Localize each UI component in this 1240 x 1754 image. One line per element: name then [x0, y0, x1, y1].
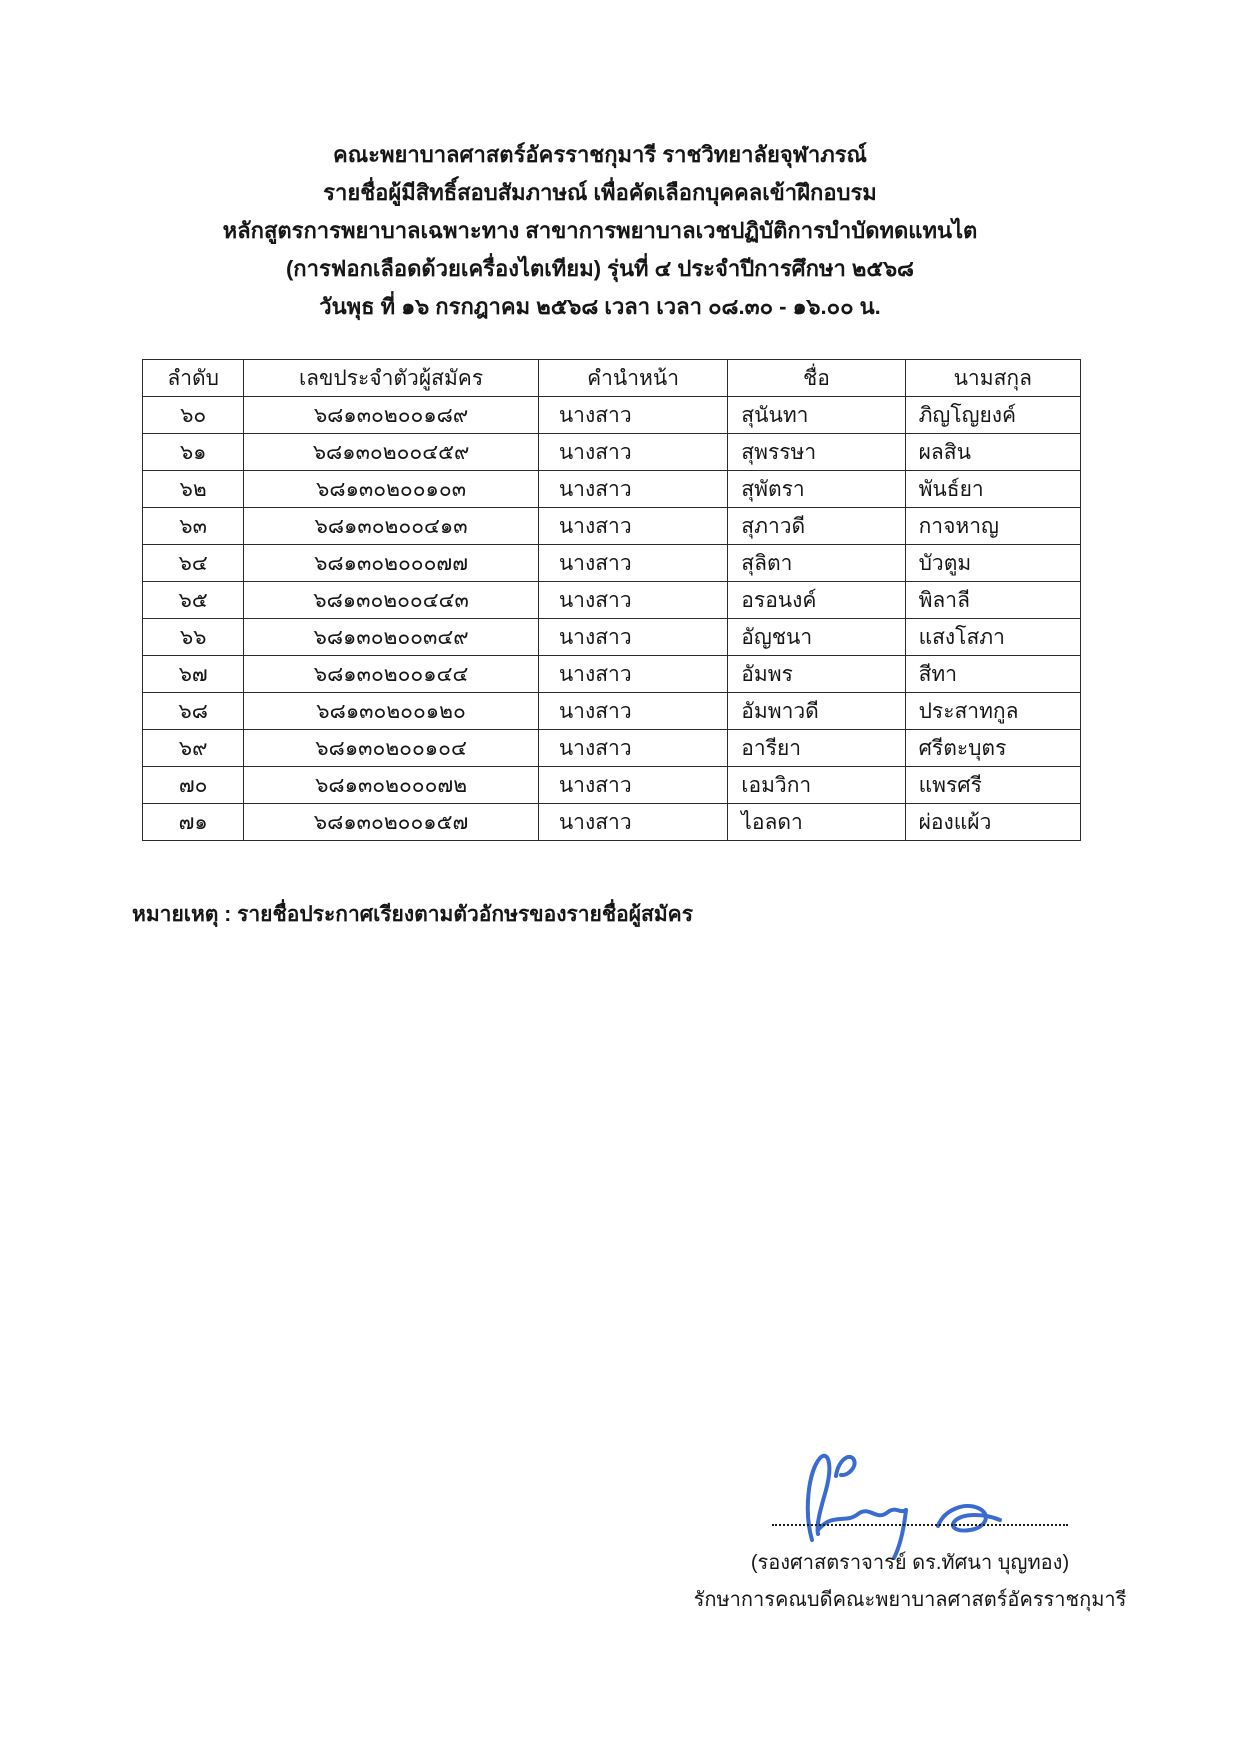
- title-prefix-cell: นางสาว: [538, 508, 727, 545]
- last-name-cell: ผ่องแผ้ว: [905, 804, 1080, 841]
- title-line-cohort: (การฟอกเลือดด้วยเครื่องไตเทียม) รุ่นที่ ๔ ประจำปีการศึกษา ๒๕๖๘: [285, 256, 915, 281]
- applicant-id-cell: ๖๘๑๓๐๒๐๐๑๒๐: [244, 693, 539, 730]
- header-last-name: นามสกุล: [905, 360, 1080, 397]
- title-prefix-cell: นางสาว: [538, 397, 727, 434]
- table-row: [143, 471, 1081, 508]
- first-name-cell: อัมพาวดี: [728, 693, 905, 730]
- title-prefix-cell: นางสาว: [538, 730, 727, 767]
- applicant-table: [142, 359, 1081, 841]
- applicant-id-cell: ๖๘๑๓๐๒๐๐๔๕๙: [244, 434, 539, 471]
- header-order: ลำดับ: [143, 360, 244, 397]
- first-name-cell: อารียา: [728, 730, 905, 767]
- applicant-id-cell: ๖๘๑๓๐๒๐๐๑๔๔: [244, 656, 539, 693]
- applicant-id-cell: ๖๘๑๓๐๒๐๐๑๘๙: [244, 397, 539, 434]
- applicant-id-cell: ๖๘๑๓๐๒๐๐๑๐๓: [244, 471, 539, 508]
- applicant-id-cell: ๖๘๑๓๐๒๐๐๓๔๙: [244, 619, 539, 656]
- table-row: [143, 767, 1081, 804]
- last-name-cell: แสงโสภา: [905, 619, 1080, 656]
- first-name-cell: สุภาวดี: [728, 508, 905, 545]
- table-row: [143, 619, 1081, 656]
- title-prefix-cell: นางสาว: [538, 582, 727, 619]
- last-name-cell: ศรีตะบุตร: [905, 730, 1080, 767]
- signature-block: [620, 1545, 1200, 1619]
- title-prefix-cell: นางสาว: [538, 767, 727, 804]
- title-line-faculty: คณะพยาบาลศาสตร์อัครราชกุมารี ราชวิทยาลัยจุฬาภรณ์: [333, 142, 867, 167]
- applicant-id-cell: ๖๘๑๓๐๒๐๐๑๕๗: [244, 804, 539, 841]
- order-cell: ๖๙: [143, 730, 244, 767]
- header-title-prefix: คำนำหน้า: [538, 360, 727, 397]
- title-prefix-cell: นางสาว: [538, 434, 727, 471]
- order-cell: ๖๗: [143, 656, 244, 693]
- last-name-cell: แพรศรี: [905, 767, 1080, 804]
- header-applicant-id: เลขประจำตัวผู้สมัคร: [244, 360, 539, 397]
- note-text: หมายเหตุ : รายชื่อประกาศเรียงตามตัวอักษรของรายชื่อผู้สมัคร: [132, 903, 693, 926]
- table-row: [143, 693, 1081, 730]
- first-name-cell: อัญชนา: [728, 619, 905, 656]
- order-cell: ๗๐: [143, 767, 244, 804]
- table-header-row: [143, 360, 1081, 397]
- title-prefix-cell: นางสาว: [538, 545, 727, 582]
- last-name-cell: กาจหาญ: [905, 508, 1080, 545]
- first-name-cell: อรอนงค์: [728, 582, 905, 619]
- first-name-cell: อัมพร: [728, 656, 905, 693]
- table-row: [143, 656, 1081, 693]
- table-row: [143, 434, 1081, 471]
- first-name-cell: ไอลดา: [728, 804, 905, 841]
- signatory-name: (รองศาสตราจารย์ ดร.ทัศนา บุญทอง): [750, 1552, 1070, 1574]
- first-name-cell: สุลิตา: [728, 545, 905, 582]
- title-line-program: หลักสูตรการพยาบาลเฉพาะทาง สาขาการพยาบาลเวชปฏิบัติการบำบัดทดแทนไต: [222, 218, 978, 243]
- order-cell: ๖๒: [143, 471, 244, 508]
- last-name-cell: ผลสิน: [905, 434, 1080, 471]
- last-name-cell: สีทา: [905, 656, 1080, 693]
- signature-dotted-line: [772, 1524, 1068, 1526]
- table-row: [143, 804, 1081, 841]
- order-cell: ๖๔: [143, 545, 244, 582]
- applicant-id-cell: ๖๘๑๓๐๒๐๐๐๗๗: [244, 545, 539, 582]
- order-cell: ๖๓: [143, 508, 244, 545]
- table-row: [143, 582, 1081, 619]
- document-title-block: [80, 136, 1120, 326]
- order-cell: ๖๑: [143, 434, 244, 471]
- title-prefix-cell: นางสาว: [538, 471, 727, 508]
- order-cell: ๗๑: [143, 804, 244, 841]
- header-first-name: ชื่อ: [728, 360, 905, 397]
- applicant-table-body: [143, 397, 1081, 841]
- applicant-id-cell: ๖๘๑๓๐๒๐๐๐๗๒: [244, 767, 539, 804]
- last-name-cell: พันธ์ยา: [905, 471, 1080, 508]
- first-name-cell: สุพัตรา: [728, 471, 905, 508]
- title-line-datetime: วันพุธ ที่ ๑๖ กรกฎาคม ๒๕๖๘ เวลา เวลา ๐๘.๓๐ - ๑๖.๐๐ น.: [319, 294, 881, 319]
- applicant-id-cell: ๖๘๑๓๐๒๐๐๔๔๓: [244, 582, 539, 619]
- title-line-list: รายชื่อผู้มีสิทธิ์สอบสัมภาษณ์ เพื่อคัดเลือกบุคคลเข้าฝึกอบรม: [323, 180, 877, 205]
- order-cell: ๖๖: [143, 619, 244, 656]
- first-name-cell: สุพรรษา: [728, 434, 905, 471]
- title-prefix-cell: นางสาว: [538, 656, 727, 693]
- title-prefix-cell: นางสาว: [538, 619, 727, 656]
- table-row: [143, 730, 1081, 767]
- order-cell: ๖๕: [143, 582, 244, 619]
- applicant-id-cell: ๖๘๑๓๐๒๐๐๑๐๔: [244, 730, 539, 767]
- last-name-cell: พิลาลี: [905, 582, 1080, 619]
- title-prefix-cell: นางสาว: [538, 804, 727, 841]
- order-cell: ๖๐: [143, 397, 244, 434]
- last-name-cell: บัวตูม: [905, 545, 1080, 582]
- first-name-cell: เอมวิกา: [728, 767, 905, 804]
- table-row: [143, 397, 1081, 434]
- signatory-position: รักษาการคณบดีคณะพยาบาลศาสตร์อัครราชกุมารี: [693, 1589, 1127, 1611]
- first-name-cell: สุนันทา: [728, 397, 905, 434]
- last-name-cell: ประสาทกูล: [905, 693, 1080, 730]
- order-cell: ๖๘: [143, 693, 244, 730]
- title-prefix-cell: นางสาว: [538, 693, 727, 730]
- last-name-cell: ภิญโญยงค์: [905, 397, 1080, 434]
- table-row: [143, 545, 1081, 582]
- table-row: [143, 508, 1081, 545]
- applicant-id-cell: ๖๘๑๓๐๒๐๐๔๑๓: [244, 508, 539, 545]
